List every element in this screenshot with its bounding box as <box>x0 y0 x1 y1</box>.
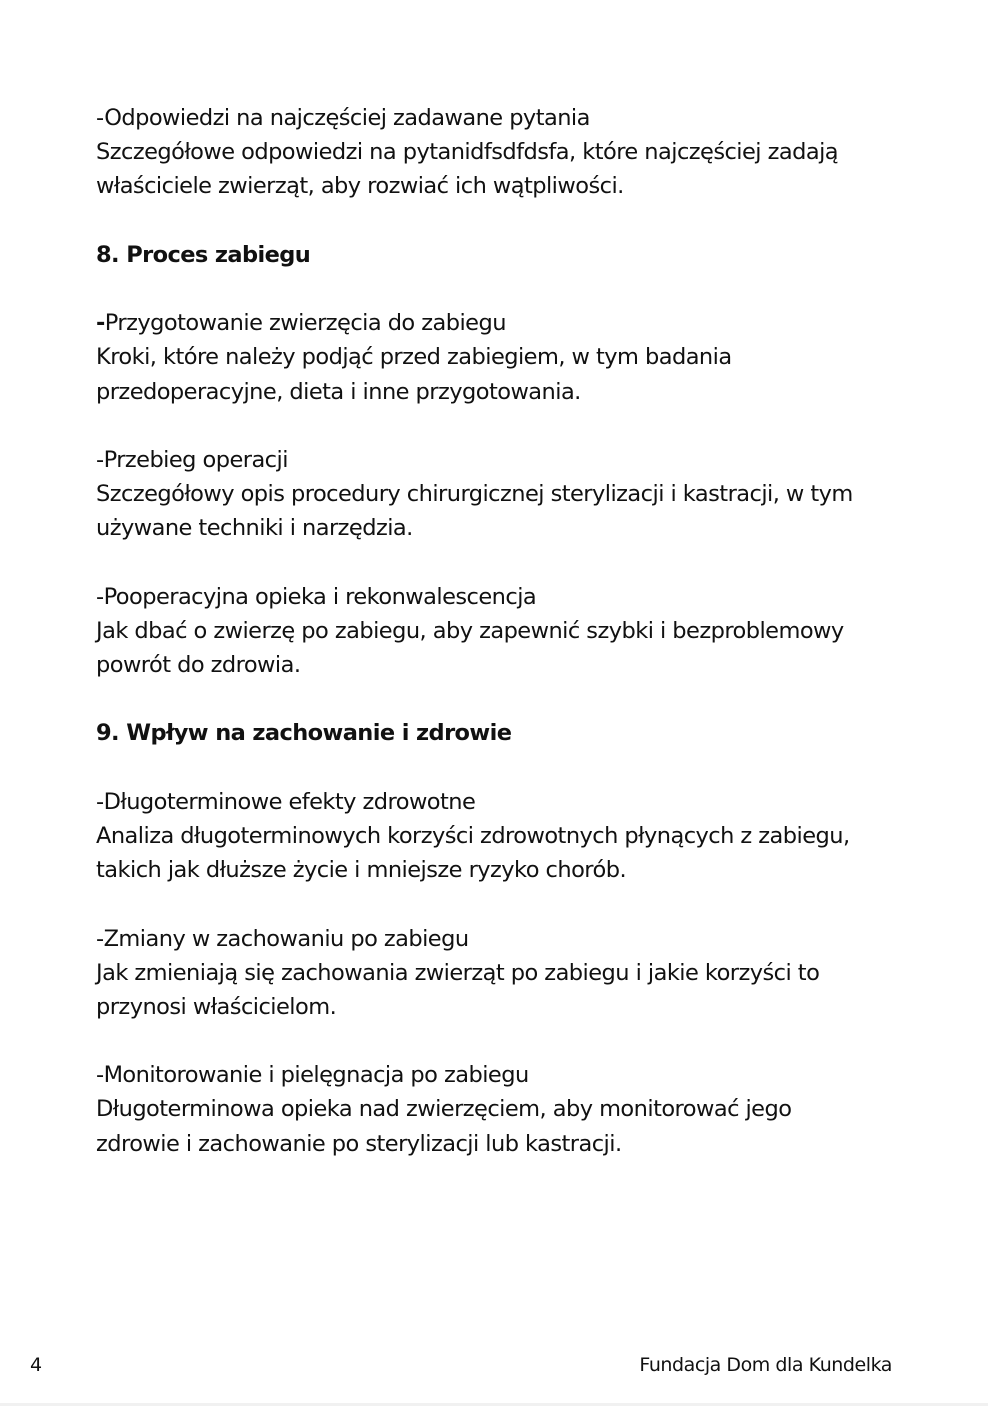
section9-item-long-term <box>96 785 916 888</box>
section8-item-operation <box>96 443 916 546</box>
section-heading-9: 9. Wpływ na zachowanie i zdrowie <box>96 720 512 747</box>
item-text-line: Jak zmieniają się zachowania zwierząt po zabiegu i jakie korzyści to <box>96 959 820 986</box>
page-content <box>96 101 916 1161</box>
item-text-line: przynosi właścicielom. <box>96 993 337 1020</box>
spacer <box>96 1024 916 1058</box>
faq-text-line: właściciele zwierząt, aby rozwiać ich wątpliwości. <box>96 173 624 200</box>
item-text-line: Szczegółowy opis procedury chirurgicznej sterylizacji i kastracji, w tym <box>96 481 853 508</box>
faq-block <box>96 101 916 204</box>
faq-text-line: Szczegółowe odpowiedzi na pytanidfsdfdsfa, które najczęściej zadają <box>96 139 839 166</box>
item-text-line: Analiza długoterminowych korzyści zdrowotnych płynących z zabiegu, <box>96 822 850 849</box>
footer-organization: Fundacja Dom dla Kundelka <box>639 1354 892 1376</box>
spacer <box>96 204 916 238</box>
spacer <box>96 751 916 785</box>
section8-item-postoperative <box>96 580 916 683</box>
item-text-line: takich jak dłuższe życie i mniejsze ryzyko chorób. <box>96 857 627 884</box>
item-text-line: przedoperacyjne, dieta i inne przygotowania. <box>96 378 581 405</box>
section8-item-preparation <box>96 306 916 409</box>
item-subheading: -Przebieg operacji <box>96 446 288 473</box>
item-text-line: zdrowie i zachowanie po sterylizacji lub kastracji. <box>96 1130 622 1157</box>
spacer <box>96 409 916 443</box>
section-heading-8: 8. Proces zabiegu <box>96 241 311 268</box>
spacer <box>96 887 916 921</box>
item-text-line: Kroki, które należy podjąć przed zabiegiem, w tym badania <box>96 344 732 371</box>
item-text-line: Jak dbać o zwierzę po zabiegu, aby zapewnić szybki i bezproblemowy <box>96 617 844 644</box>
item-text-line: powrót do zdrowia. <box>96 652 301 678</box>
section9-item-monitoring <box>96 1058 916 1161</box>
item-text-line: Długoterminowa opieka nad zwierzęciem, aby monitorować jego <box>96 1096 792 1123</box>
spacer <box>96 682 916 716</box>
item-subheading: -Pooperacyjna opieka i rekonwalescencja <box>96 583 537 610</box>
item-subheading: -Długoterminowe efekty zdrowotne <box>96 788 476 815</box>
page-number: 4 <box>30 1354 42 1376</box>
item-text-line: używane techniki i narzędzia. <box>96 515 413 542</box>
faq-subheading: -Odpowiedzi na najczęściej zadawane pytania <box>96 105 590 131</box>
section9-item-behavior <box>96 922 916 1025</box>
spacer <box>96 545 916 579</box>
item-subheading <box>96 306 916 340</box>
item-subheading: -Monitorowanie i pielęgnacja po zabiegu <box>96 1062 529 1089</box>
spacer <box>96 272 916 306</box>
item-subheading: -Zmiany w zachowaniu po zabiegu <box>96 925 469 952</box>
bold-dash: - <box>96 310 105 337</box>
item-subheading-text: Przygotowanie zwierzęcia do zabiegu <box>104 310 506 337</box>
